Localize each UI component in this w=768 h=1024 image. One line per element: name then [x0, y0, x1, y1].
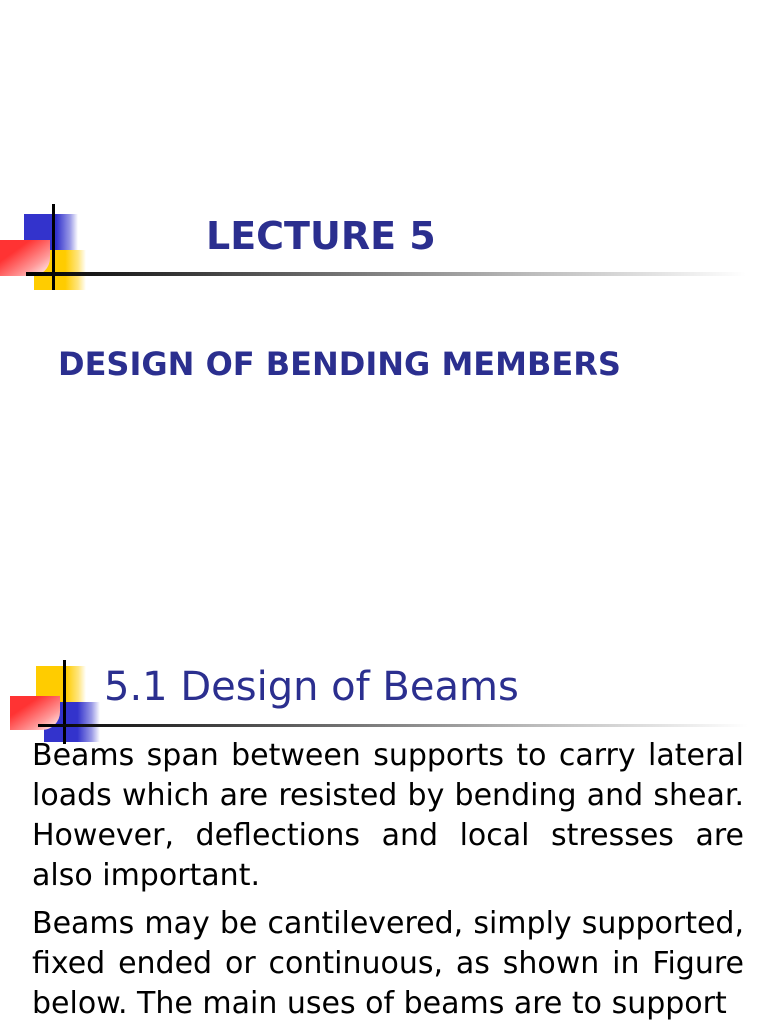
lecture-subtitle: DESIGN OF BENDING MEMBERS	[58, 345, 621, 383]
body-paragraph: Beams span between supports to carry lateral loads which are resisted by bending and shear. However, deflections and local stresses are also important.	[32, 738, 744, 893]
section-title: 5.1 Design of Beams	[104, 664, 519, 710]
section-body	[32, 736, 744, 1024]
body-paragraph: Beams may be cantilevered, simply supported, fixed ended or continuous, as shown in Figure below. The main uses of beams are to support	[32, 906, 744, 1021]
title-underline	[38, 724, 748, 727]
title-underline	[26, 272, 746, 276]
slide-design-of-beams	[0, 512, 768, 1024]
lecture-title: LECTURE 5	[206, 214, 436, 258]
